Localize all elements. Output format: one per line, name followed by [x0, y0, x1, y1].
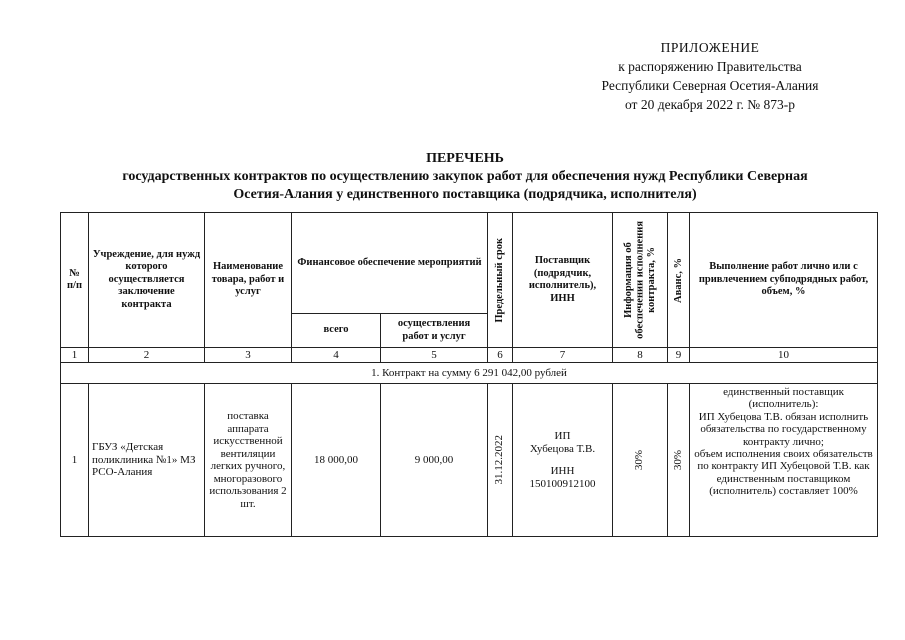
col-num-5: 5 — [381, 348, 488, 363]
heading-line-2: государственных контрактов по осуществлению закупок работ для обеспечения нужд Республики Северная — [122, 169, 808, 184]
row-num: 1 — [61, 384, 89, 537]
header-goods: Наименование товара, работ и услуг — [205, 213, 292, 348]
row-supplier-l3: ИНН — [550, 465, 575, 477]
header-security-l1: Информация об — [622, 242, 634, 318]
header-financing: Финансовое обеспечение мероприятий — [292, 213, 488, 314]
header-row-1 — [61, 213, 878, 314]
header-security-cell — [613, 213, 668, 348]
table-row — [61, 384, 878, 537]
row-supplier-l1: ИП — [554, 430, 571, 442]
row-performance-l1: единственный поставщик (исполнитель): — [723, 386, 844, 411]
row-advance-cell — [668, 384, 690, 537]
row-security-cell — [613, 384, 668, 537]
row-security: 30% — [633, 449, 646, 471]
col-num-4: 4 — [292, 348, 381, 363]
appendix-title: ПРИЛОЖЕНИЕ — [660, 40, 760, 55]
row-deadline: 31.12.2022 — [493, 435, 506, 485]
row-advance: 30% — [671, 449, 684, 471]
header-performance: Выполнение работ лично или с привлечением субподрядных работ, объем, % — [690, 213, 878, 348]
header-institution: Учреждение, для нужд которого осуществляется заключение контракта — [89, 213, 205, 348]
col-num-10: 10 — [690, 348, 878, 363]
row-supplier — [513, 384, 613, 537]
appendix-line-1: к распоряжению Правительства — [618, 59, 802, 74]
row-goods: поставка аппарата искусственной вентиляции легких ручного, многоразового использования 2 шт. — [205, 384, 292, 537]
row-performance — [690, 384, 878, 537]
header-security-l3: контракта, % — [645, 247, 657, 313]
header-supplier: Поставщик (подрядчик, исполнитель), ИНН — [513, 213, 613, 348]
row-performance-l3: объем исполнения своих обязательств по контракту ИП Хубецовой Т.В. как единственным поставщиком (исполнитель) составляет 100% — [694, 448, 873, 498]
header-deadline-cell — [488, 213, 513, 348]
header-execution: осуществления работ и услуг — [381, 314, 488, 348]
header-security-l2: обеспечении исполнения — [634, 221, 646, 339]
header-security — [623, 221, 658, 339]
appendix-line-3: от 20 декабря 2022 г. № 873-р — [624, 97, 796, 112]
header-num: № п/п — [61, 213, 89, 348]
col-num-2: 2 — [89, 348, 205, 363]
row-execution: 9 000,00 — [381, 384, 488, 537]
row-performance-l2: ИП Хубецова Т.В. обязан исполнить обязательства по государственному контракту лично; — [698, 410, 869, 448]
header-total: всего — [292, 314, 381, 348]
col-num-9: 9 — [668, 348, 690, 363]
row-total: 18 000,00 — [292, 384, 381, 537]
header-deadline: Предельный срок — [494, 237, 506, 323]
col-num-8: 8 — [613, 348, 668, 363]
col-num-3: 3 — [205, 348, 292, 363]
section-row — [61, 363, 878, 384]
section-title: 1. Контракт на сумму 6 291 042,00 рублей — [61, 363, 878, 384]
col-num-6: 6 — [488, 348, 513, 363]
header-advance: Аванс, % — [672, 257, 684, 303]
document-heading — [60, 150, 870, 204]
col-num-1: 1 — [61, 348, 89, 363]
heading-title: ПЕРЕЧЕНЬ — [426, 151, 504, 166]
header-advance-cell — [668, 213, 690, 348]
row-supplier-l2: Хубецова Т.В. — [529, 442, 596, 455]
appendix-line-2: Республики Северная Осетия-Алания — [601, 78, 819, 93]
row-supplier-l4: 150100912100 — [529, 477, 596, 490]
row-deadline-cell — [488, 384, 513, 537]
col-num-7: 7 — [513, 348, 613, 363]
heading-line-3: Осетия-Алания у единственного поставщика (подрядчика, исполнителя) — [233, 187, 697, 202]
column-number-row — [61, 348, 878, 363]
appendix-block — [580, 38, 840, 114]
row-institution: ГБУЗ «Детская поликлиника №1» МЗ РСО-Алания — [89, 384, 205, 537]
contracts-table — [60, 212, 878, 537]
